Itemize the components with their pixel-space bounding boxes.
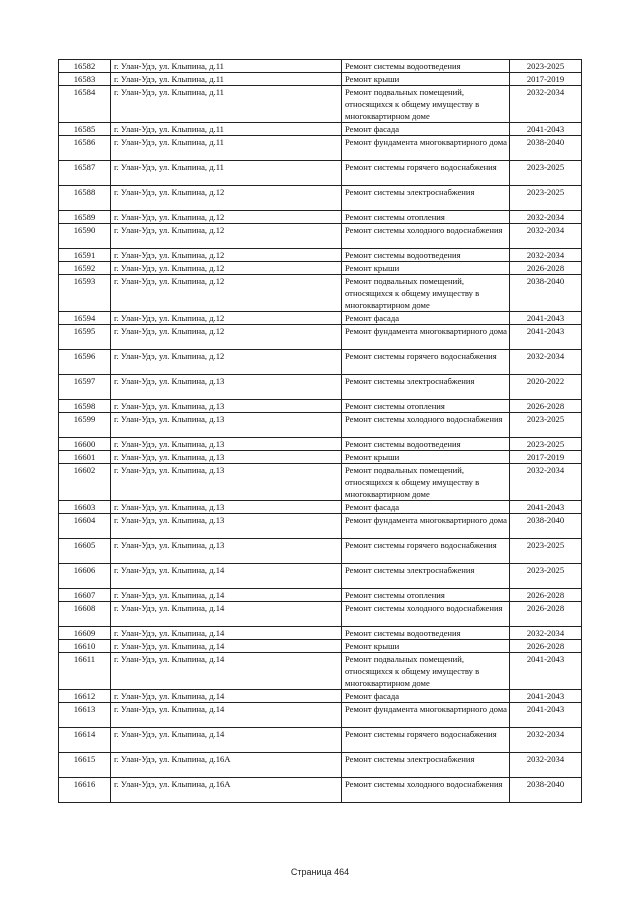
row-number-cell: 16588 — [59, 186, 111, 211]
row-number-cell: 16605 — [59, 539, 111, 564]
address-cell: г. Улан-Удэ, ул. Клыпина, д.14 — [111, 653, 342, 690]
work-type-cell: Ремонт фундамента многоквартирного дома — [342, 514, 510, 539]
period-cell: 2023-2025 — [510, 186, 582, 211]
period-cell: 2032-2034 — [510, 211, 582, 224]
period-cell: 2023-2025 — [510, 564, 582, 589]
address-cell: г. Улан-Удэ, ул. Клыпина, д.12 — [111, 224, 342, 249]
row-number-cell: 16589 — [59, 211, 111, 224]
work-type-cell: Ремонт системы холодного водоснабжения — [342, 224, 510, 249]
address-cell: г. Улан-Удэ, ул. Клыпина, д.13 — [111, 438, 342, 451]
address-cell: г. Улан-Удэ, ул. Клыпина, д.13 — [111, 413, 342, 438]
address-cell: г. Улан-Удэ, ул. Клыпина, д.14 — [111, 589, 342, 602]
period-cell: 2020-2022 — [510, 375, 582, 400]
table-row — [59, 161, 582, 186]
work-type-cell: Ремонт системы электроснабжения — [342, 186, 510, 211]
work-type-cell: Ремонт подвальных помещений, относящихся к общему имуществу в многоквартирном доме — [342, 86, 510, 123]
period-cell: 2032-2034 — [510, 86, 582, 123]
work-type-cell: Ремонт системы холодного водоснабжения — [342, 778, 510, 803]
work-type-cell: Ремонт системы горячего водоснабжения — [342, 728, 510, 753]
address-cell: г. Улан-Удэ, ул. Клыпина, д.13 — [111, 451, 342, 464]
table-row — [59, 627, 582, 640]
row-number-cell: 16586 — [59, 136, 111, 161]
period-cell: 2023-2025 — [510, 438, 582, 451]
table-row — [59, 186, 582, 211]
row-number-cell: 16607 — [59, 589, 111, 602]
period-cell: 2032-2034 — [510, 224, 582, 249]
work-type-cell: Ремонт системы горячего водоснабжения — [342, 539, 510, 564]
table-row — [59, 136, 582, 161]
table-row — [59, 602, 582, 627]
work-type-cell: Ремонт системы электроснабжения — [342, 375, 510, 400]
address-cell: г. Улан-Удэ, ул. Клыпина, д.13 — [111, 375, 342, 400]
address-cell: г. Улан-Удэ, ул. Клыпина, д.12 — [111, 262, 342, 275]
address-cell: г. Улан-Удэ, ул. Клыпина, д.11 — [111, 161, 342, 186]
table-row — [59, 413, 582, 438]
address-cell: г. Улан-Удэ, ул. Клыпина, д.11 — [111, 86, 342, 123]
row-number-cell: 16595 — [59, 325, 111, 350]
row-number-cell: 16590 — [59, 224, 111, 249]
repair-schedule-table — [58, 59, 582, 803]
work-type-cell: Ремонт системы электроснабжения — [342, 564, 510, 589]
period-cell: 2023-2025 — [510, 60, 582, 73]
work-type-cell: Ремонт крыши — [342, 262, 510, 275]
table-row — [59, 86, 582, 123]
work-type-cell: Ремонт системы водоотведения — [342, 438, 510, 451]
address-cell: г. Улан-Удэ, ул. Клыпина, д.12 — [111, 186, 342, 211]
address-cell: г. Улан-Удэ, ул. Клыпина, д.13 — [111, 501, 342, 514]
address-cell: г. Улан-Удэ, ул. Клыпина, д.14 — [111, 640, 342, 653]
row-number-cell: 16601 — [59, 451, 111, 464]
table-row — [59, 400, 582, 413]
table-row — [59, 539, 582, 564]
row-number-cell: 16614 — [59, 728, 111, 753]
address-cell: г. Улан-Удэ, ул. Клыпина, д.16А — [111, 778, 342, 803]
address-cell: г. Улан-Удэ, ул. Клыпина, д.12 — [111, 312, 342, 325]
table-row — [59, 753, 582, 778]
row-number-cell: 16591 — [59, 249, 111, 262]
table-row — [59, 325, 582, 350]
row-number-cell: 16584 — [59, 86, 111, 123]
period-cell: 2032-2034 — [510, 627, 582, 640]
address-cell: г. Улан-Удэ, ул. Клыпина, д.13 — [111, 514, 342, 539]
work-type-cell: Ремонт системы электроснабжения — [342, 753, 510, 778]
table-row — [59, 728, 582, 753]
period-cell: 2023-2025 — [510, 413, 582, 438]
period-cell: 2032-2034 — [510, 350, 582, 375]
period-cell: 2032-2034 — [510, 464, 582, 501]
table-row — [59, 690, 582, 703]
address-cell: г. Улан-Удэ, ул. Клыпина, д.11 — [111, 123, 342, 136]
address-cell: г. Улан-Удэ, ул. Клыпина, д.12 — [111, 211, 342, 224]
table-row — [59, 375, 582, 400]
row-number-cell: 16604 — [59, 514, 111, 539]
period-cell: 2032-2034 — [510, 728, 582, 753]
work-type-cell: Ремонт системы водоотведения — [342, 627, 510, 640]
period-cell: 2038-2040 — [510, 136, 582, 161]
table-row — [59, 211, 582, 224]
row-number-cell: 16615 — [59, 753, 111, 778]
work-type-cell: Ремонт фасада — [342, 123, 510, 136]
period-cell: 2026-2028 — [510, 640, 582, 653]
row-number-cell: 16583 — [59, 73, 111, 86]
row-number-cell: 16612 — [59, 690, 111, 703]
table-row — [59, 564, 582, 589]
row-number-cell: 16610 — [59, 640, 111, 653]
period-cell: 2032-2034 — [510, 753, 582, 778]
table-row — [59, 464, 582, 501]
period-cell: 2041-2043 — [510, 501, 582, 514]
period-cell: 2026-2028 — [510, 602, 582, 627]
table-row — [59, 778, 582, 803]
table-row — [59, 262, 582, 275]
period-cell: 2026-2028 — [510, 262, 582, 275]
work-type-cell: Ремонт системы отопления — [342, 589, 510, 602]
address-cell: г. Улан-Удэ, ул. Клыпина, д.14 — [111, 602, 342, 627]
row-number-cell: 16585 — [59, 123, 111, 136]
address-cell: г. Улан-Удэ, ул. Клыпина, д.14 — [111, 703, 342, 728]
work-type-cell: Ремонт подвальных помещений, относящихся к общему имуществу в многоквартирном доме — [342, 653, 510, 690]
table-row — [59, 224, 582, 249]
period-cell: 2041-2043 — [510, 703, 582, 728]
address-cell: г. Улан-Удэ, ул. Клыпина, д.12 — [111, 325, 342, 350]
row-number-cell: 16596 — [59, 350, 111, 375]
row-number-cell: 16593 — [59, 275, 111, 312]
row-number-cell: 16587 — [59, 161, 111, 186]
table-row — [59, 501, 582, 514]
work-type-cell: Ремонт фундамента многоквартирного дома — [342, 703, 510, 728]
work-type-cell: Ремонт фасада — [342, 501, 510, 514]
work-type-cell: Ремонт системы горячего водоснабжения — [342, 161, 510, 186]
row-number-cell: 16611 — [59, 653, 111, 690]
work-type-cell: Ремонт фундамента многоквартирного дома — [342, 325, 510, 350]
row-number-cell: 16599 — [59, 413, 111, 438]
work-type-cell: Ремонт подвальных помещений, относящихся к общему имуществу в многоквартирном доме — [342, 275, 510, 312]
period-cell: 2041-2043 — [510, 312, 582, 325]
period-cell: 2023-2025 — [510, 161, 582, 186]
period-cell: 2017-2019 — [510, 73, 582, 86]
page-number: Страница 464 — [290, 867, 350, 877]
work-type-cell: Ремонт фундамента многоквартирного дома — [342, 136, 510, 161]
work-type-cell: Ремонт системы горячего водоснабжения — [342, 350, 510, 375]
period-cell: 2038-2040 — [510, 778, 582, 803]
work-type-cell: Ремонт крыши — [342, 451, 510, 464]
table-row — [59, 589, 582, 602]
table-row — [59, 451, 582, 464]
address-cell: г. Улан-Удэ, ул. Клыпина, д.14 — [111, 690, 342, 703]
address-cell: г. Улан-Удэ, ул. Клыпина, д.12 — [111, 249, 342, 262]
table-row — [59, 312, 582, 325]
address-cell: г. Улан-Удэ, ул. Клыпина, д.13 — [111, 400, 342, 413]
work-type-cell: Ремонт крыши — [342, 640, 510, 653]
table-row — [59, 438, 582, 451]
period-cell: 2026-2028 — [510, 589, 582, 602]
row-number-cell: 16613 — [59, 703, 111, 728]
address-cell: г. Улан-Удэ, ул. Клыпина, д.11 — [111, 60, 342, 73]
address-cell: г. Улан-Удэ, ул. Клыпина, д.13 — [111, 464, 342, 501]
table-row — [59, 653, 582, 690]
address-cell: г. Улан-Удэ, ул. Клыпина, д.14 — [111, 564, 342, 589]
address-cell: г. Улан-Удэ, ул. Клыпина, д.14 — [111, 728, 342, 753]
row-number-cell: 16606 — [59, 564, 111, 589]
row-number-cell: 16598 — [59, 400, 111, 413]
period-cell: 2041-2043 — [510, 653, 582, 690]
table-row — [59, 350, 582, 375]
table-row — [59, 60, 582, 73]
period-cell: 2032-2034 — [510, 249, 582, 262]
work-type-cell: Ремонт системы отопления — [342, 400, 510, 413]
row-number-cell: 16608 — [59, 602, 111, 627]
address-cell: г. Улан-Удэ, ул. Клыпина, д.12 — [111, 275, 342, 312]
period-cell: 2023-2025 — [510, 539, 582, 564]
address-cell: г. Улан-Удэ, ул. Клыпина, д.14 — [111, 627, 342, 640]
period-cell: 2026-2028 — [510, 400, 582, 413]
row-number-cell: 16609 — [59, 627, 111, 640]
period-cell: 2017-2019 — [510, 451, 582, 464]
period-cell: 2041-2043 — [510, 123, 582, 136]
work-type-cell: Ремонт системы холодного водоснабжения — [342, 413, 510, 438]
table-row — [59, 640, 582, 653]
table-row — [59, 123, 582, 136]
period-cell: 2041-2043 — [510, 325, 582, 350]
table-row — [59, 73, 582, 86]
table-body — [59, 60, 582, 803]
address-cell: г. Улан-Удэ, ул. Клыпина, д.16А — [111, 753, 342, 778]
address-cell: г. Улан-Удэ, ул. Клыпина, д.11 — [111, 73, 342, 86]
work-type-cell: Ремонт фасада — [342, 312, 510, 325]
table-row — [59, 249, 582, 262]
address-cell: г. Улан-Удэ, ул. Клыпина, д.12 — [111, 350, 342, 375]
row-number-cell: 16597 — [59, 375, 111, 400]
work-type-cell: Ремонт системы водоотведения — [342, 249, 510, 262]
work-type-cell: Ремонт подвальных помещений, относящихся к общему имуществу в многоквартирном доме — [342, 464, 510, 501]
row-number-cell: 16582 — [59, 60, 111, 73]
row-number-cell: 16603 — [59, 501, 111, 514]
period-cell: 2038-2040 — [510, 275, 582, 312]
table-row — [59, 514, 582, 539]
work-type-cell: Ремонт системы отопления — [342, 211, 510, 224]
row-number-cell: 16602 — [59, 464, 111, 501]
period-cell: 2041-2043 — [510, 690, 582, 703]
table-row — [59, 703, 582, 728]
work-type-cell: Ремонт фасада — [342, 690, 510, 703]
row-number-cell: 16592 — [59, 262, 111, 275]
work-type-cell: Ремонт крыши — [342, 73, 510, 86]
row-number-cell: 16616 — [59, 778, 111, 803]
address-cell: г. Улан-Удэ, ул. Клыпина, д.13 — [111, 539, 342, 564]
table-row — [59, 275, 582, 312]
address-cell: г. Улан-Удэ, ул. Клыпина, д.11 — [111, 136, 342, 161]
work-type-cell: Ремонт системы холодного водоснабжения — [342, 602, 510, 627]
period-cell: 2038-2040 — [510, 514, 582, 539]
row-number-cell: 16594 — [59, 312, 111, 325]
row-number-cell: 16600 — [59, 438, 111, 451]
work-type-cell: Ремонт системы водоотведения — [342, 60, 510, 73]
